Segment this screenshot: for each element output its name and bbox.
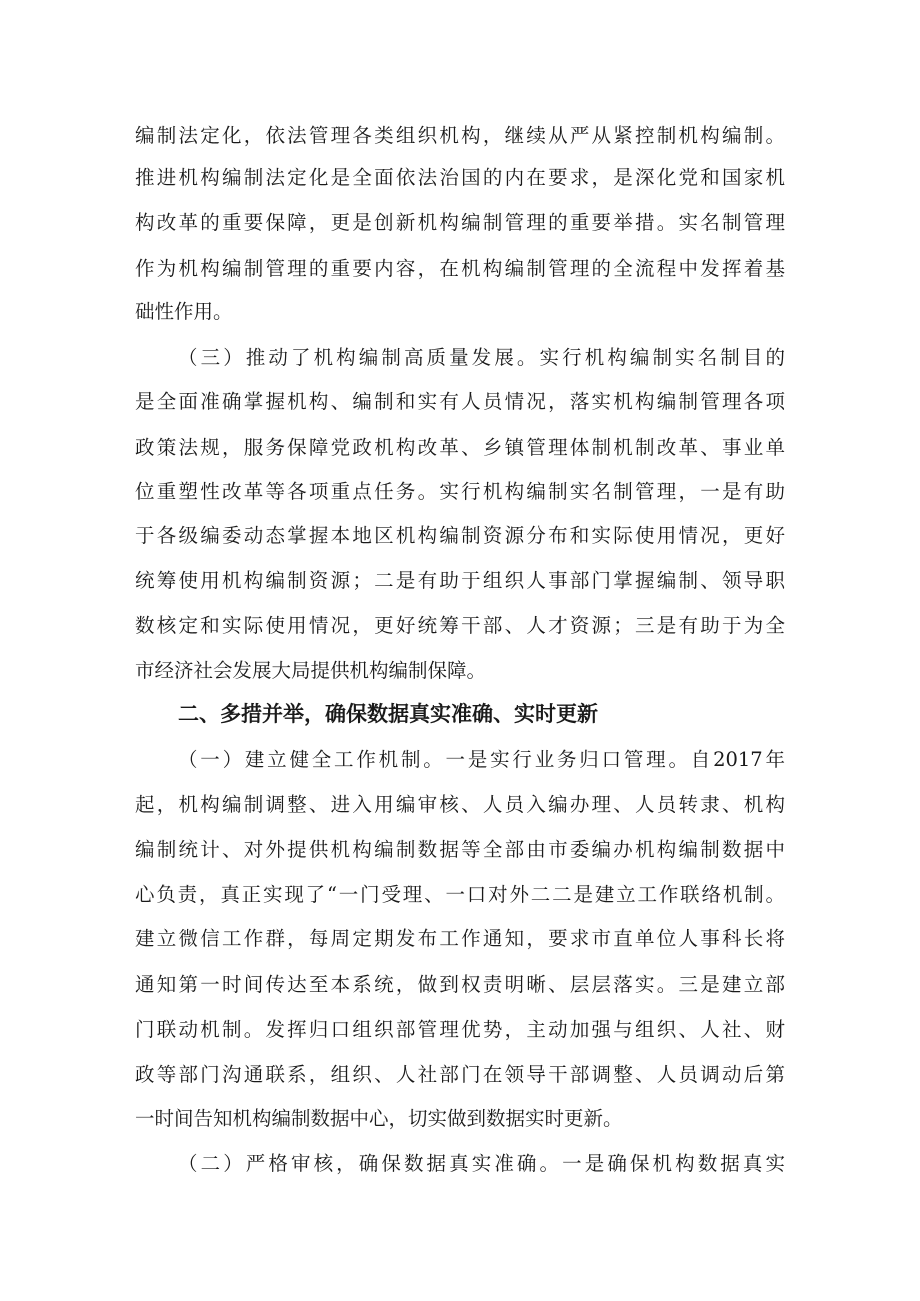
section-heading-2: 二、多措并举，确保数据真实准确、实时更新 — [178, 702, 598, 726]
paragraph-line: 于各级编委动态掌握本地区机构编制资源分布和实际使用情况，更好 — [135, 524, 785, 547]
paragraph-line: 是全面准确掌握机构、编制和实有人员情况，落实机构编制管理各项 — [135, 390, 785, 413]
subsection-heading-1: （一）建立健全工作机制。一是实行业务归口管理。自2017年 — [178, 748, 785, 771]
paragraph-line: 统筹使用机构编制资源；二是有助于组织人事部门掌握编制、领导职 — [135, 569, 785, 592]
paragraph-line: 政等部门沟通联系，组织、人社部门在领导干部调整、人员调动后第 — [135, 1063, 785, 1086]
paragraph-line: 构改革的重要保障，更是创新机构编制管理的重要举措。实名制管理 — [135, 211, 785, 234]
paragraph-line: 门联动机制。发挥归口组织部管理优势，主动加强与组织、人社、财 — [135, 1018, 785, 1041]
paragraph-line: 位重塑性改革等各项重点任务。实行机构编制实名制管理，一是有助 — [135, 480, 785, 503]
paragraph-line: 推进机构编制法定化是全面依法治国的内在要求，是深化党和国家机 — [135, 166, 785, 189]
paragraph-line: 编制统计、对外提供机构编制数据等全部由市委编办机构编制数据中 — [135, 838, 785, 861]
paragraph-line: 作为机构编制管理的重要内容，在机构编制管理的全流程中发挥着基 — [135, 257, 785, 280]
subsection-heading-3: （三）推动了机构编制高质量发展。实行机构编制实名制目的 — [178, 346, 785, 369]
paragraph-line: 政策法规，服务保障党政机构改革、乡镇管理体制机制改革、事业单 — [135, 436, 785, 459]
paragraph-line: 市经济社会发展大局提供机构编制保障。 — [135, 659, 487, 682]
paragraph-line: 心负责，真正实现了“一门受理、一口对外二二是建立工作联络机制。 — [135, 883, 785, 906]
paragraph-line: 数核定和实际使用情况，更好统筹干部、人才资源；三是有助于为全 — [135, 614, 785, 637]
paragraph-line: 础性作用。 — [135, 300, 233, 323]
paragraph-line: 一时间告知机构编制数据中心，切实做到数据实时更新。 — [135, 1107, 623, 1130]
paragraph-line: 起，机构编制调整、进入用编审核、人员入编办理、人员转隶、机构 — [135, 793, 785, 816]
paragraph-line: 建立微信工作群，每周定期发布工作通知，要求市直单位人事科长将 — [135, 927, 785, 950]
subsection-heading-2: （二）严格审核，确保数据真实准确。一是确保机构数据真实 — [178, 1152, 785, 1175]
paragraph-line: 编制法定化，依法管理各类组织机构，继续从严从紧控制机构编制。 — [135, 124, 785, 147]
paragraph-line: 通知第一时间传达至本系统，做到权责明晰、层层落实。三是建立部 — [135, 973, 785, 996]
